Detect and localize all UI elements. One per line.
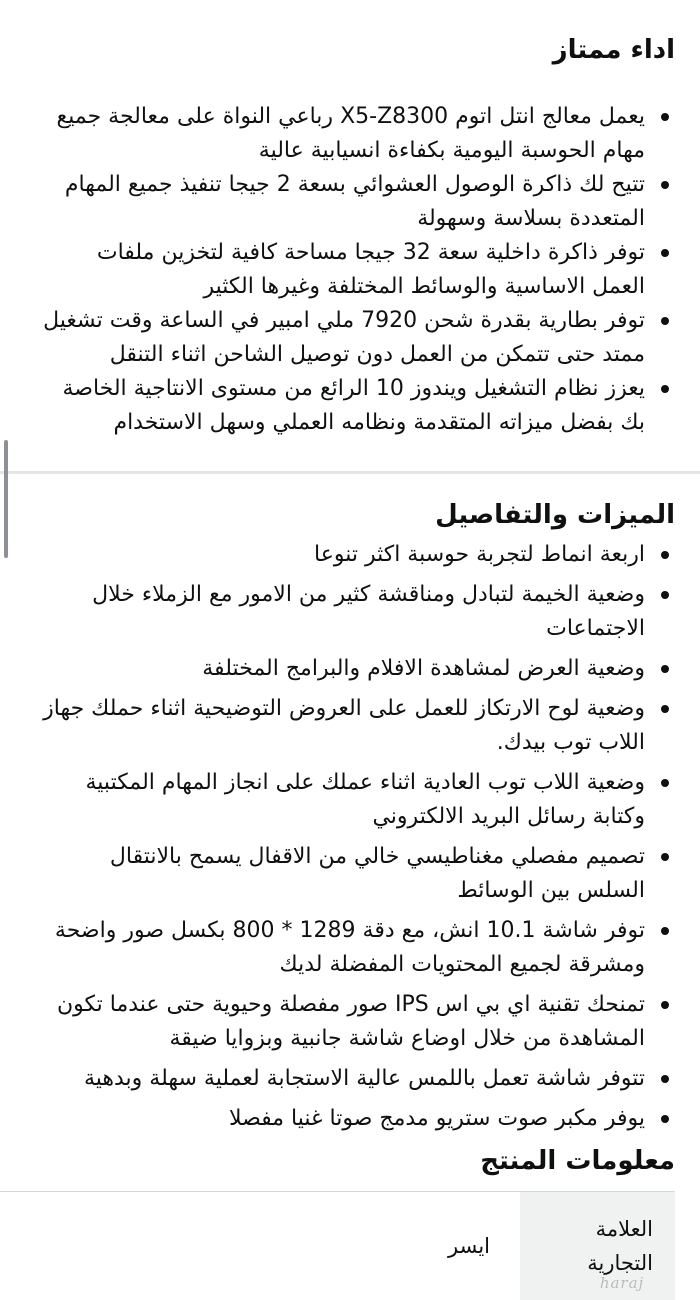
list-item: توفر شاشة 10.1 انش، مع دقة 1289 * 800 بكسل صور واضحة ومشرقة لجميع المحتويات المفضلة لديك xyxy=(38,914,675,982)
list-item: تتوفر شاشة تعمل باللمس عالية الاستجابة لعملية سهلة وبدهية xyxy=(38,1062,675,1096)
brand-key: العلامة التجارية xyxy=(520,1192,675,1300)
scrollbar[interactable] xyxy=(4,440,8,558)
list-item: وضعية الخيمة لتبادل ومناقشة كثير من الامور مع الزملاء خلال الاجتماعات xyxy=(38,578,675,646)
list-item: توفر ذاكرة داخلية سعة 32 جيجا مساحة كافية لتخزين ملفات العمل الاساسية والوسائط المختلفة وغيرها الكثير xyxy=(38,236,675,304)
list-item: تتيح لك ذاكرة الوصول العشوائي بسعة 2 جيجا تنفيذ جميع المهام المتعددة بسلاسة وسهولة xyxy=(38,168,675,236)
section-divider xyxy=(0,471,700,474)
performance-heading: اداء ممتاز xyxy=(552,35,675,65)
list-item: وضعية العرض لمشاهدة الافلام والبرامج المختلفة xyxy=(38,652,675,686)
watermark-logo: haraj xyxy=(599,1274,645,1292)
list-item: تمنحك تقنية اي بي اس IPS صور مفصلة وحيوية حتى عندما تكون المشاهدة من خلال اوضاع شاشة جانبية وبزوايا ضيقة xyxy=(38,988,675,1056)
list-item: وضعية اللاب توب العادية اثناء عملك على انجاز المهام المكتبية وكتابة رسائل البريد الالكتروني xyxy=(38,766,675,834)
brand-value: ايسر xyxy=(448,1234,490,1258)
features-heading: الميزات والتفاصيل xyxy=(435,500,675,530)
list-item: يعزز نظام التشغيل ويندوز 10 الرائع من مستوى الانتاجية الخاصة بك بفضل ميزاته المتقدمة ونظامه العملي وسهل الاستخدام xyxy=(38,372,675,440)
list-item: يوفر مكبر صوت ستريو مدمج صوتا غنيا مفصلا xyxy=(38,1102,675,1136)
performance-list xyxy=(38,100,675,440)
list-item: وضعية لوح الارتكاز للعمل على العروض التوضيحية اثناء حملك جهاز اللاب توب بيدك. xyxy=(38,692,675,760)
list-item: يعمل معالج انتل اتوم X5-Z8300 رباعي النواة على معالجة جميع مهام الحوسبة اليومية بكفاءة انسيابية عالية xyxy=(38,100,675,168)
list-item: تصميم مفصلي مغناطيسي خالي من الاقفال يسمح بالانتقال السلس بين الوسائط xyxy=(38,840,675,908)
product-info-heading: معلومات المنتج xyxy=(480,1146,675,1176)
features-list xyxy=(38,538,675,1142)
list-item: توفر بطارية بقدرة شحن 7920 ملي امبير في الساعة وقت تشغيل ممتد حتى تتمكن من العمل دون توصيل الشاحن اثناء التنقل xyxy=(38,304,675,372)
list-item: اربعة انماط لتجربة حوسبة اكثر تنوعا xyxy=(38,538,675,572)
